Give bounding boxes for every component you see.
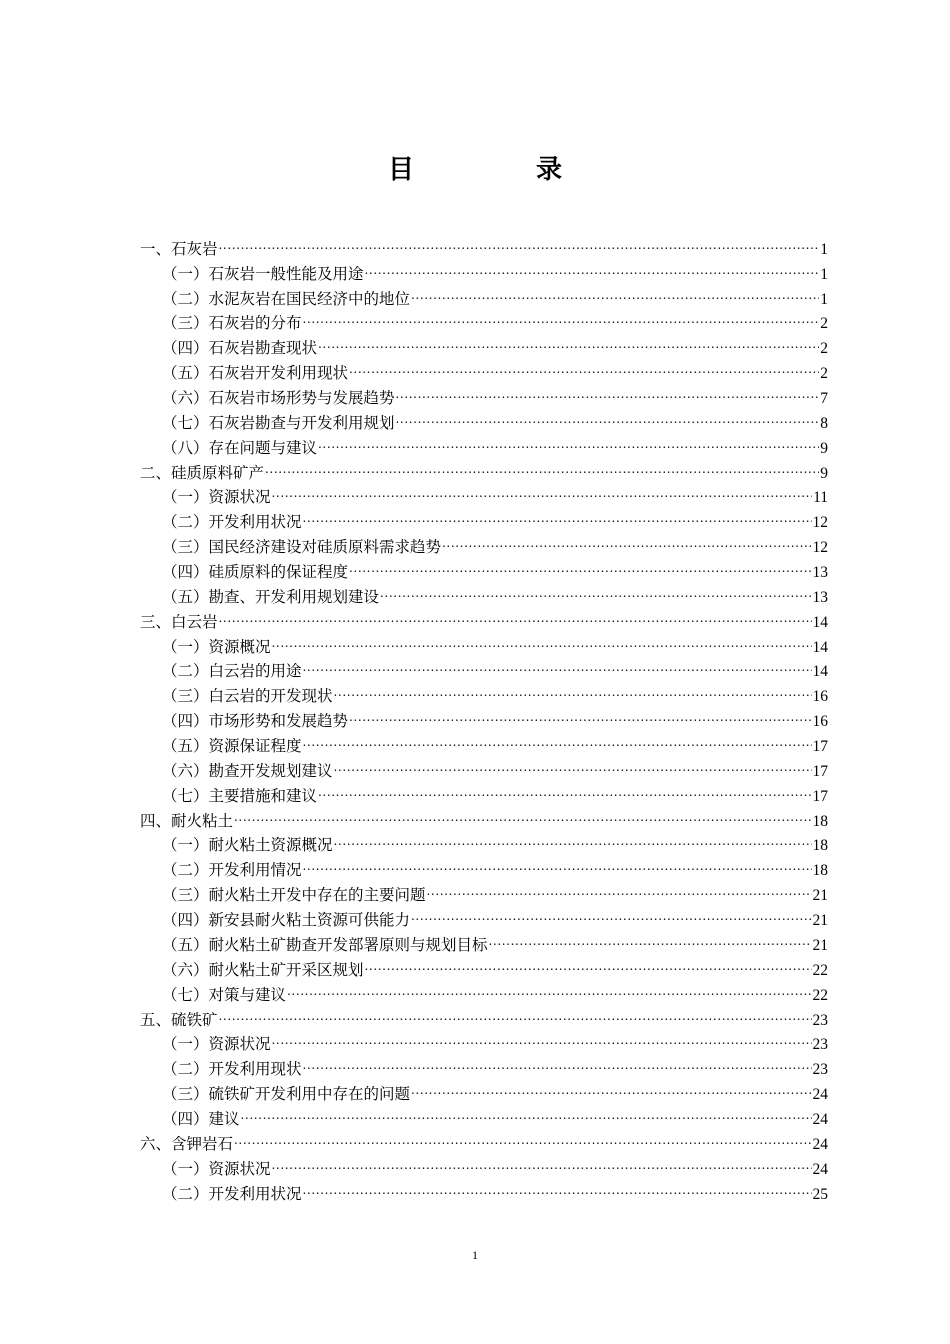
- toc-subsection-entry[interactable]: [140, 826, 828, 855]
- toc-entry-label: （四）建议: [162, 1109, 240, 1128]
- dot-leader: [234, 801, 811, 826]
- dot-leader: [411, 279, 819, 304]
- toc-entry-page-number: 14: [812, 638, 828, 656]
- toc-entry-label: （一）石灰岩一般性能及用途: [162, 264, 364, 283]
- toc-entry-label: （七）石灰岩勘查与开发利用规划: [162, 413, 395, 432]
- table-of-contents: [140, 229, 828, 1203]
- dot-leader: [334, 826, 812, 851]
- dot-leader: [303, 726, 812, 751]
- dot-leader: [427, 875, 812, 900]
- dot-leader: [396, 378, 820, 403]
- toc-entry-label: （八）存在问题与建议: [162, 438, 318, 457]
- toc-entry-page-number: 9: [820, 464, 828, 482]
- toc-entry-page-number: 8: [820, 414, 828, 432]
- toc-entry-label: （六）耐火粘土矿开采区规划: [162, 960, 364, 979]
- toc-entry-label: （二）开发利用状况: [162, 513, 302, 532]
- toc-entry-page-number: 12: [812, 539, 828, 557]
- dot-leader: [219, 229, 820, 254]
- toc-entry-page-number: 13: [812, 588, 828, 606]
- toc-entry-page-number: 24: [812, 1086, 828, 1104]
- toc-entry-label: （二）开发利用状况: [162, 1184, 302, 1203]
- toc-entry-page-number: 22: [812, 961, 828, 979]
- toc-entry-page-number: 21: [812, 936, 828, 954]
- toc-entry-page-number: 24: [812, 1135, 828, 1153]
- toc-entry-label: （三）白云岩的开发现状: [162, 687, 333, 706]
- dot-leader: [411, 900, 811, 925]
- dot-leader: [442, 527, 811, 552]
- toc-entry-page-number: 17: [812, 762, 828, 780]
- toc-section-entry[interactable]: [140, 229, 828, 258]
- dot-leader: [287, 975, 811, 1000]
- toc-entry-page-number: 24: [812, 1110, 828, 1128]
- toc-entry-page-number: 12: [812, 514, 828, 532]
- dot-leader: [272, 1025, 812, 1050]
- toc-entry-label: （一）资源概况: [162, 637, 271, 656]
- toc-entry-label: （六）石灰岩市场形势与发展趋势: [162, 389, 395, 408]
- toc-entry-page-number: 17: [812, 738, 828, 756]
- dot-leader: [334, 751, 812, 776]
- dot-leader: [272, 627, 812, 652]
- toc-entry-label: （四）石灰岩勘查现状: [162, 339, 318, 358]
- toc-entry-label: （一）资源状况: [162, 488, 271, 507]
- toc-section-entry[interactable]: [140, 1000, 828, 1029]
- toc-entry-page-number: 14: [812, 663, 828, 681]
- dot-leader: [365, 950, 812, 975]
- toc-entry-page-number: 16: [812, 713, 828, 731]
- toc-entry-label: （五）耐火粘土矿勘查开发部署原则与规划目标: [162, 935, 488, 954]
- dot-leader: [219, 602, 812, 627]
- toc-entry-page-number: 22: [812, 986, 828, 1004]
- dot-leader: [411, 1074, 811, 1099]
- dot-leader: [272, 478, 813, 503]
- toc-entry-page-number: 18: [812, 862, 828, 880]
- dot-leader: [303, 304, 820, 329]
- dot-leader: [334, 676, 812, 701]
- dot-leader: [303, 1174, 812, 1199]
- toc-entry-label: （五）资源保证程度: [162, 737, 302, 756]
- toc-entry-label: （七）主要措施和建议: [162, 786, 318, 805]
- toc-entry-label: （四）新安县耐火粘土资源可供能力: [162, 911, 411, 930]
- toc-entry-label: 四、耐火粘土: [140, 811, 234, 830]
- toc-entry-label: （五）勘查、开发利用规划建设: [162, 587, 380, 606]
- toc-entry-label: 一、石灰岩: [140, 239, 218, 258]
- toc-entry-label: （三）耐火粘土开发中存在的主要问题: [162, 886, 426, 905]
- toc-entry-page-number: 23: [812, 1036, 828, 1054]
- page-number: 1: [472, 1248, 478, 1262]
- toc-entry-page-number: 21: [812, 912, 828, 930]
- dot-leader: [349, 701, 811, 726]
- dot-leader: [489, 925, 812, 950]
- toc-entry-page-number: 9: [820, 439, 828, 457]
- page-title: 目 录: [387, 155, 610, 185]
- toc-entry-page-number: 24: [812, 1160, 828, 1178]
- dot-leader: [241, 1099, 812, 1124]
- toc-entry-page-number: 11: [813, 489, 828, 507]
- toc-entry-page-number: 18: [812, 837, 828, 855]
- dot-leader: [318, 776, 811, 801]
- toc-entry-label: 二、硅质原料矿产: [140, 463, 265, 482]
- toc-subsection-entry[interactable]: [140, 627, 828, 656]
- dot-leader: [349, 353, 819, 378]
- dot-leader: [272, 1149, 812, 1174]
- dot-leader: [265, 453, 819, 478]
- toc-entry-label: （六）勘查开发规划建议: [162, 761, 333, 780]
- toc-section-entry[interactable]: [140, 602, 828, 631]
- toc-entry-page-number: 14: [812, 613, 828, 631]
- toc-entry-label: （二）水泥灰岩在国民经济中的地位: [162, 289, 411, 308]
- dot-leader: [234, 1124, 811, 1149]
- toc-entry-page-number: 1: [820, 290, 828, 308]
- toc-subsection-entry[interactable]: [140, 1025, 828, 1054]
- toc-entry-page-number: 21: [812, 887, 828, 905]
- toc-entry-page-number: 1: [820, 265, 828, 283]
- toc-subsection-entry[interactable]: [140, 1099, 828, 1128]
- toc-section-entry[interactable]: [140, 801, 828, 830]
- dot-leader: [396, 403, 820, 428]
- toc-entry-label: （四）市场形势和发展趋势: [162, 712, 349, 731]
- toc-entry-page-number: 23: [812, 1061, 828, 1079]
- toc-entry-label: （二）开发利用现状: [162, 1060, 302, 1079]
- toc-entry-label: 三、白云岩: [140, 612, 218, 631]
- toc-entry-label: （三）国民经济建设对硅质原料需求趋势: [162, 538, 442, 557]
- toc-entry-page-number: 2: [820, 340, 828, 358]
- dot-leader: [349, 552, 811, 577]
- toc-entry-page-number: 7: [820, 390, 828, 408]
- dot-leader: [303, 850, 812, 875]
- dot-leader: [318, 328, 819, 353]
- dot-leader: [365, 254, 820, 279]
- toc-entry-label: （一）资源状况: [162, 1159, 271, 1178]
- toc-entry-page-number: 2: [820, 365, 828, 383]
- toc-entry-label: （五）石灰岩开发利用现状: [162, 364, 349, 383]
- dot-leader: [303, 652, 812, 677]
- toc-entry-label: （一）资源状况: [162, 1035, 271, 1054]
- toc-section-entry[interactable]: [140, 1124, 828, 1153]
- toc-entry-page-number: 16: [812, 688, 828, 706]
- toc-entry-label: （二）白云岩的用途: [162, 662, 302, 681]
- toc-entry-label: （四）硅质原料的保证程度: [162, 563, 349, 582]
- toc-entry-label: （七）对策与建议: [162, 985, 287, 1004]
- toc-entry-label: （三）硫铁矿开发利用中存在的问题: [162, 1085, 411, 1104]
- toc-entry-page-number: 17: [812, 787, 828, 805]
- toc-entry-page-number: 18: [812, 812, 828, 830]
- toc-entry-page-number: 23: [812, 1011, 828, 1029]
- dot-leader: [303, 1049, 812, 1074]
- dot-leader: [380, 577, 811, 602]
- toc-entry-label: （三）石灰岩的分布: [162, 314, 302, 333]
- toc-entry-page-number: 2: [820, 315, 828, 333]
- toc-subsection-entry[interactable]: [140, 1149, 828, 1178]
- toc-entry-label: （一）耐火粘土资源概况: [162, 836, 333, 855]
- toc-entry-page-number: 13: [812, 564, 828, 582]
- toc-entry-label: 五、硫铁矿: [140, 1010, 218, 1029]
- toc-entry-page-number: 25: [812, 1185, 828, 1203]
- dot-leader: [303, 502, 812, 527]
- toc-entry-label: （二）开发利用情况: [162, 861, 302, 880]
- toc-entry-page-number: 1: [820, 240, 828, 258]
- toc-entry-label: 六、含钾岩石: [140, 1134, 234, 1153]
- dot-leader: [219, 1000, 812, 1025]
- toc-subsection-entry[interactable]: [140, 254, 828, 283]
- dot-leader: [318, 428, 819, 453]
